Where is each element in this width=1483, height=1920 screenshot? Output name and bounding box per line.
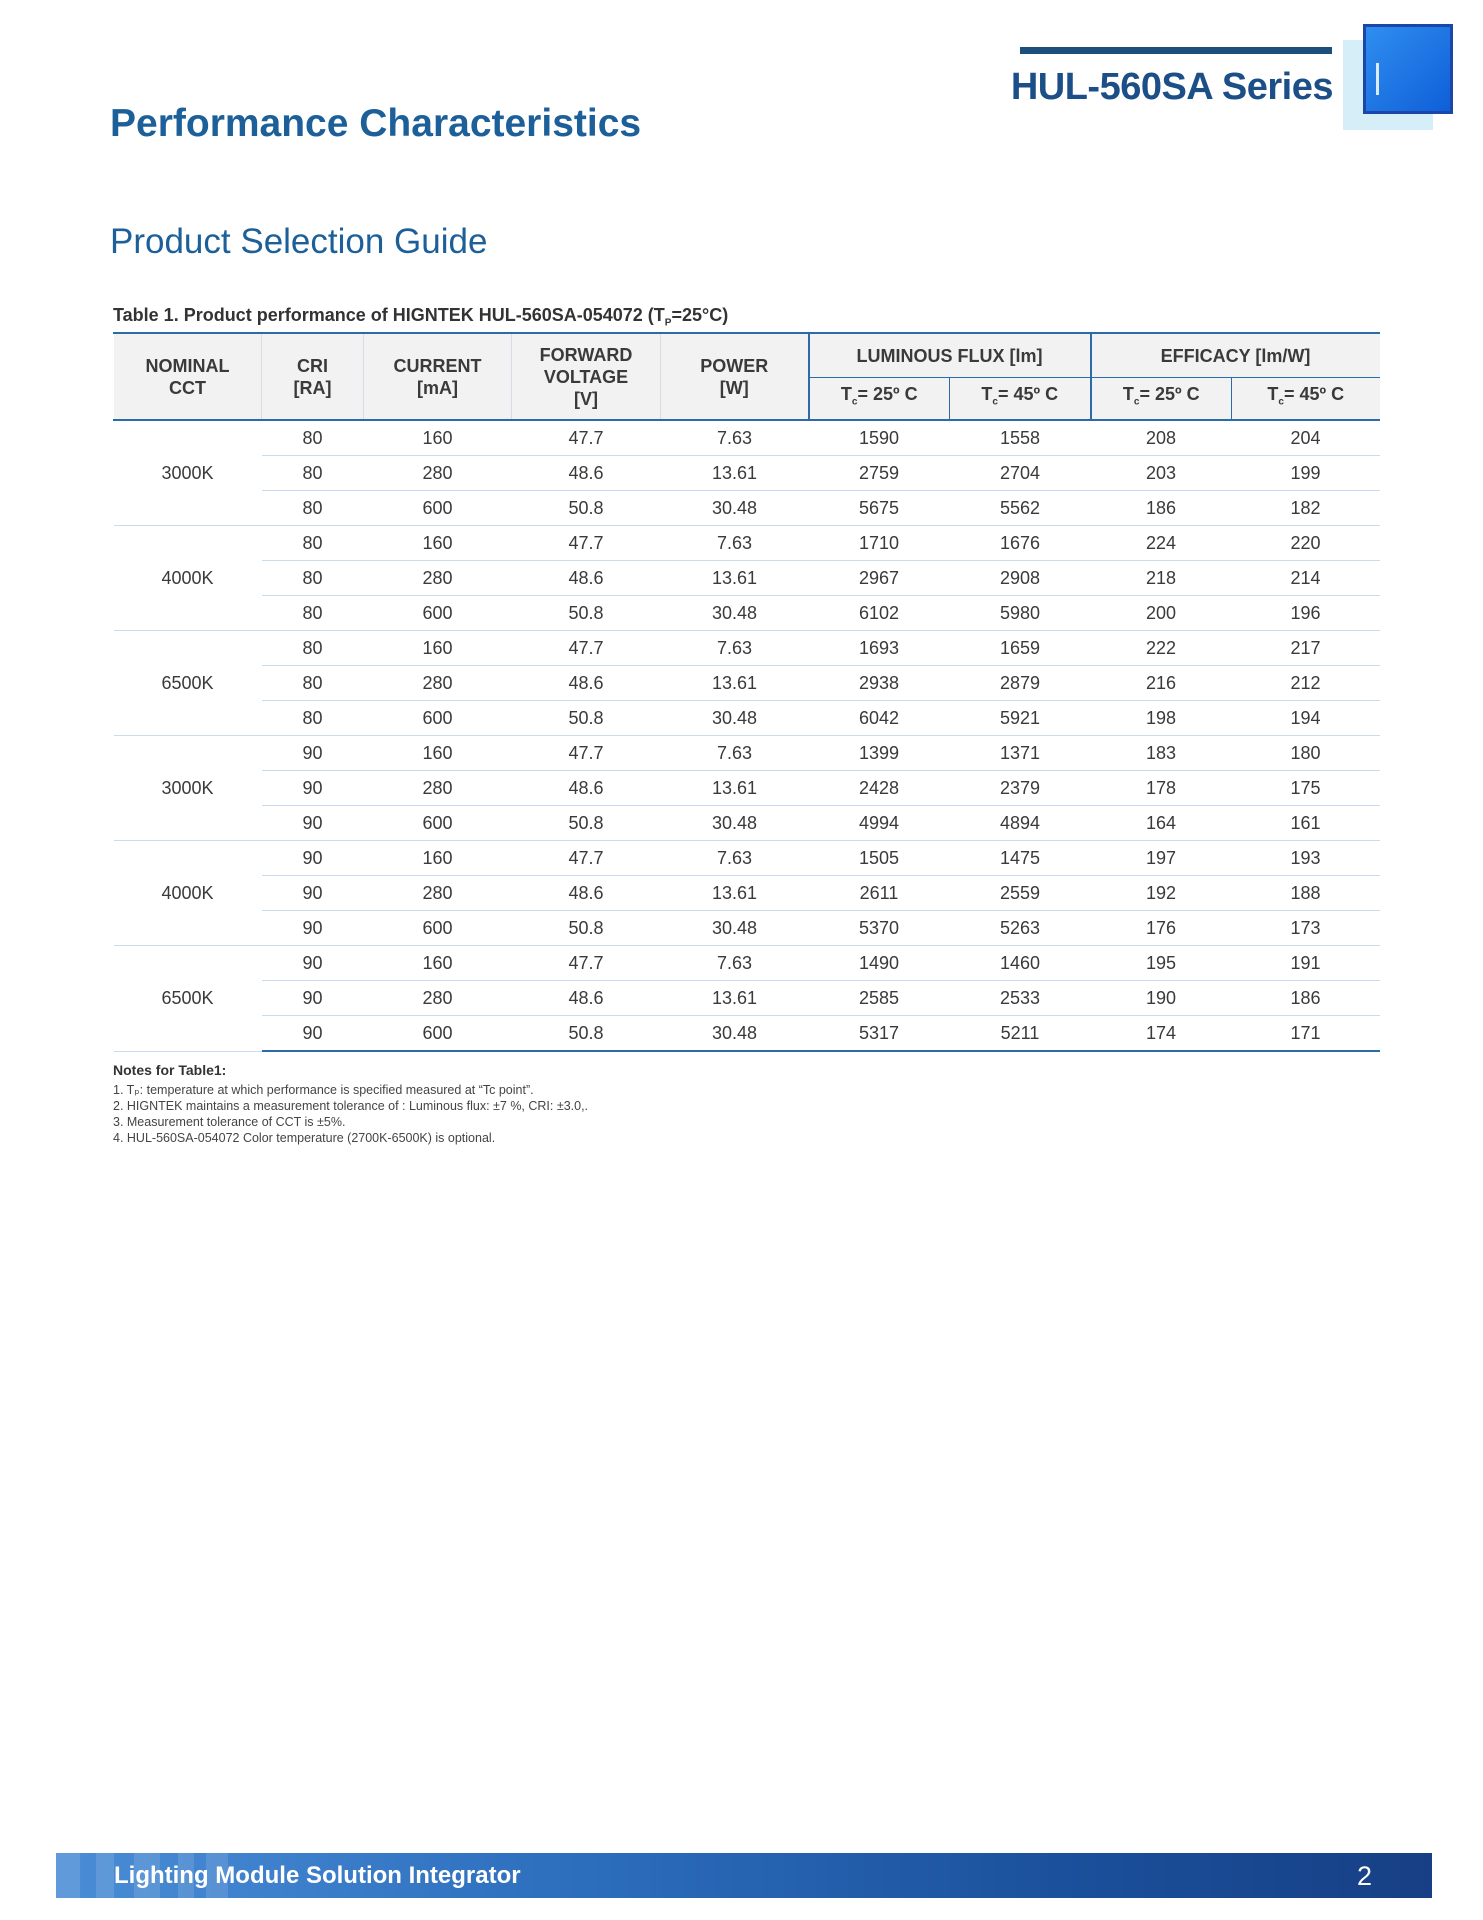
flux-25-cell: 1399 [809, 736, 950, 771]
efficacy-25-cell: 224 [1091, 526, 1232, 561]
flux-45-cell: 1460 [950, 946, 1091, 981]
table-row [114, 561, 1380, 596]
power-cell: 7.63 [661, 420, 809, 456]
flux-45-cell: 5562 [950, 491, 1091, 526]
power-cell: 7.63 [661, 736, 809, 771]
efficacy-25-cell: 208 [1091, 420, 1232, 456]
flux-25-cell: 5317 [809, 1016, 950, 1052]
cct-cell: 6500K [114, 946, 262, 1052]
efficacy-45-cell: 182 [1232, 491, 1380, 526]
current-cell: 280 [364, 561, 512, 596]
flux-45-cell: 4894 [950, 806, 1091, 841]
table-row [114, 876, 1380, 911]
header-luminous-flux: LUMINOUS FLUX [lm] [809, 333, 1091, 378]
efficacy-25-cell: 200 [1091, 596, 1232, 631]
voltage-cell: 47.7 [512, 631, 661, 666]
voltage-cell: 48.6 [512, 876, 661, 911]
notes-title: Notes for Table1: [113, 1062, 227, 1078]
power-cell: 7.63 [661, 946, 809, 981]
efficacy-45-cell: 173 [1232, 911, 1380, 946]
efficacy-25-cell: 222 [1091, 631, 1232, 666]
flux-25-cell: 1590 [809, 420, 950, 456]
table-row [114, 841, 1380, 876]
voltage-cell: 47.7 [512, 841, 661, 876]
flux-45-cell: 2559 [950, 876, 1091, 911]
performance-table [113, 332, 1380, 1052]
flux-45-cell: 5921 [950, 701, 1091, 736]
voltage-cell: 50.8 [512, 806, 661, 841]
cri-cell: 90 [262, 946, 364, 981]
efficacy-45-cell: 171 [1232, 1016, 1380, 1052]
efficacy-25-cell: 203 [1091, 456, 1232, 491]
efficacy-45-cell: 186 [1232, 981, 1380, 1016]
efficacy-45-cell: 193 [1232, 841, 1380, 876]
header-cri: CRI [RA] [262, 333, 364, 420]
efficacy-45-cell: 161 [1232, 806, 1380, 841]
power-cell: 30.48 [661, 1016, 809, 1052]
efficacy-25-cell: 197 [1091, 841, 1232, 876]
flux-25-cell: 4994 [809, 806, 950, 841]
flux-45-cell: 5263 [950, 911, 1091, 946]
flux-25-cell: 1505 [809, 841, 950, 876]
flux-25-cell: 2938 [809, 666, 950, 701]
header-nominal-cct: NOMINAL CCT [114, 333, 262, 420]
table-row [114, 491, 1380, 526]
header-flux-tc45: $T_c=$ 45º C [950, 378, 1091, 421]
cri-cell: 80 [262, 456, 364, 491]
current-cell: 280 [364, 981, 512, 1016]
flux-45-cell: 2879 [950, 666, 1091, 701]
cri-cell: 80 [262, 420, 364, 456]
brand-logo [1343, 24, 1469, 136]
voltage-cell: 50.8 [512, 1016, 661, 1052]
efficacy-25-cell: 174 [1091, 1016, 1232, 1052]
current-cell: 600 [364, 806, 512, 841]
voltage-cell: 47.7 [512, 526, 661, 561]
cri-cell: 90 [262, 911, 364, 946]
power-cell: 30.48 [661, 911, 809, 946]
power-cell: 13.61 [661, 876, 809, 911]
table-notes [113, 1062, 1313, 1146]
page-number: 2 [1356, 1861, 1372, 1891]
cri-cell: 90 [262, 876, 364, 911]
voltage-cell: 50.8 [512, 491, 661, 526]
current-cell: 160 [364, 841, 512, 876]
current-cell: 280 [364, 456, 512, 491]
flux-45-cell: 2379 [950, 771, 1091, 806]
efficacy-45-cell: 204 [1232, 420, 1380, 456]
table-row [114, 911, 1380, 946]
power-cell: 7.63 [661, 526, 809, 561]
cri-cell: 90 [262, 771, 364, 806]
table-caption: Table 1. Product performance of HIGNTEK HUL-560SA-054072 $(T_P=25^\circ C)$ [113, 305, 729, 329]
cri-cell: 80 [262, 561, 364, 596]
voltage-cell: 47.7 [512, 946, 661, 981]
cri-cell: 90 [262, 981, 364, 1016]
efficacy-25-cell: 164 [1091, 806, 1232, 841]
current-cell: 160 [364, 420, 512, 456]
flux-25-cell: 2967 [809, 561, 950, 596]
flux-25-cell: 2611 [809, 876, 950, 911]
table-row [114, 946, 1380, 981]
power-cell: 30.48 [661, 701, 809, 736]
flux-25-cell: 1490 [809, 946, 950, 981]
note-item: 1. Tₚ: temperature at which performance is specified measured at “Tc point”. [113, 1083, 534, 1097]
table-row [114, 736, 1380, 771]
table-row [114, 456, 1380, 491]
power-cell: 7.63 [661, 841, 809, 876]
power-cell: 13.61 [661, 561, 809, 596]
power-cell: 13.61 [661, 456, 809, 491]
note-item: 3. Measurement tolerance of CCT is ±5%. [113, 1115, 346, 1129]
flux-45-cell: 5211 [950, 1016, 1091, 1052]
voltage-cell: 48.6 [512, 666, 661, 701]
efficacy-25-cell: 190 [1091, 981, 1232, 1016]
flux-25-cell: 5370 [809, 911, 950, 946]
cri-cell: 90 [262, 806, 364, 841]
current-cell: 600 [364, 491, 512, 526]
current-cell: 160 [364, 631, 512, 666]
efficacy-45-cell: 194 [1232, 701, 1380, 736]
current-cell: 600 [364, 596, 512, 631]
cri-cell: 90 [262, 1016, 364, 1052]
series-title: HUL-560SA Series [1010, 66, 1333, 108]
flux-25-cell: 6042 [809, 701, 950, 736]
voltage-cell: 50.8 [512, 911, 661, 946]
table-row [114, 1016, 1380, 1052]
efficacy-45-cell: 191 [1232, 946, 1380, 981]
efficacy-45-cell: 220 [1232, 526, 1380, 561]
flux-45-cell: 1558 [950, 420, 1091, 456]
current-cell: 280 [364, 666, 512, 701]
current-cell: 160 [364, 946, 512, 981]
cri-cell: 90 [262, 841, 364, 876]
cct-cell: 4000K [114, 841, 262, 946]
flux-45-cell: 1475 [950, 841, 1091, 876]
current-cell: 600 [364, 911, 512, 946]
efficacy-25-cell: 192 [1091, 876, 1232, 911]
efficacy-45-cell: 175 [1232, 771, 1380, 806]
cct-cell: 3000K [114, 736, 262, 841]
note-item: 2. HIGNTEK maintains a measurement tolerance of : Luminous flux: ±7 %, CRI: ±3.0,. [113, 1099, 589, 1113]
current-cell: 280 [364, 771, 512, 806]
power-cell: 7.63 [661, 631, 809, 666]
cri-cell: 80 [262, 491, 364, 526]
flux-25-cell: 1693 [809, 631, 950, 666]
flux-45-cell: 1371 [950, 736, 1091, 771]
header-power: POWER [W] [661, 333, 809, 420]
current-cell: 600 [364, 1016, 512, 1052]
flux-25-cell: 2428 [809, 771, 950, 806]
header-efficacy-tc25: $T_c=$ 25º C [1091, 378, 1232, 421]
header-rule [1020, 47, 1332, 54]
flux-25-cell: 1710 [809, 526, 950, 561]
power-cell: 13.61 [661, 981, 809, 1016]
power-cell: 30.48 [661, 596, 809, 631]
current-cell: 600 [364, 701, 512, 736]
footer-tagline: Lighting Module Solution Integrator [114, 1862, 521, 1889]
flux-45-cell: 1676 [950, 526, 1091, 561]
header-efficacy: EFFICACY [lm/W] [1091, 333, 1380, 378]
efficacy-25-cell: 198 [1091, 701, 1232, 736]
efficacy-45-cell: 217 [1232, 631, 1380, 666]
voltage-cell: 47.7 [512, 736, 661, 771]
cri-cell: 80 [262, 526, 364, 561]
current-cell: 280 [364, 876, 512, 911]
logo-front-square [1363, 24, 1453, 114]
flux-25-cell: 2585 [809, 981, 950, 1016]
efficacy-45-cell: 188 [1232, 876, 1380, 911]
power-cell: 30.48 [661, 491, 809, 526]
efficacy-45-cell: 199 [1232, 456, 1380, 491]
flux-25-cell: 2759 [809, 456, 950, 491]
efficacy-25-cell: 195 [1091, 946, 1232, 981]
cct-cell: 6500K [114, 631, 262, 736]
efficacy-25-cell: 218 [1091, 561, 1232, 596]
header-forward-voltage: FORWARD VOLTAGE [V] [512, 333, 661, 420]
current-cell: 160 [364, 526, 512, 561]
table-row [114, 806, 1380, 841]
flux-45-cell: 2533 [950, 981, 1091, 1016]
flux-45-cell: 2704 [950, 456, 1091, 491]
voltage-cell: 50.8 [512, 596, 661, 631]
voltage-cell: 48.6 [512, 561, 661, 596]
table-row [114, 526, 1380, 561]
efficacy-45-cell: 196 [1232, 596, 1380, 631]
efficacy-25-cell: 186 [1091, 491, 1232, 526]
voltage-cell: 48.6 [512, 981, 661, 1016]
power-cell: 30.48 [661, 806, 809, 841]
header-current: CURRENT [mA] [364, 333, 512, 420]
current-cell: 160 [364, 736, 512, 771]
note-item: 4. HUL-560SA-054072 Color temperature (2700K-6500K) is optional. [113, 1131, 496, 1145]
logo-mark [1376, 63, 1379, 95]
voltage-cell: 48.6 [512, 456, 661, 491]
voltage-cell: 48.6 [512, 771, 661, 806]
efficacy-45-cell: 214 [1232, 561, 1380, 596]
flux-25-cell: 5675 [809, 491, 950, 526]
header-flux-tc25: $T_c=$ 25º C [809, 378, 950, 421]
header-efficacy-tc45: $T_c=$ 45º C [1232, 378, 1380, 421]
table-row [114, 631, 1380, 666]
section-title: Product Selection Guide [110, 222, 488, 261]
efficacy-45-cell: 212 [1232, 666, 1380, 701]
efficacy-25-cell: 176 [1091, 911, 1232, 946]
table-row [114, 420, 1380, 456]
page-title: Performance Characteristics [110, 102, 642, 145]
cct-cell: 3000K [114, 420, 262, 526]
table-body [114, 420, 1380, 1051]
table-row [114, 596, 1380, 631]
cct-cell: 4000K [114, 526, 262, 631]
power-cell: 13.61 [661, 771, 809, 806]
flux-45-cell: 2908 [950, 561, 1091, 596]
flux-45-cell: 1659 [950, 631, 1091, 666]
cri-cell: 80 [262, 666, 364, 701]
flux-25-cell: 6102 [809, 596, 950, 631]
cri-cell: 80 [262, 701, 364, 736]
table-row [114, 666, 1380, 701]
efficacy-25-cell: 216 [1091, 666, 1232, 701]
efficacy-25-cell: 183 [1091, 736, 1232, 771]
voltage-cell: 47.7 [512, 420, 661, 456]
efficacy-45-cell: 180 [1232, 736, 1380, 771]
flux-45-cell: 5980 [950, 596, 1091, 631]
table-row [114, 771, 1380, 806]
efficacy-25-cell: 178 [1091, 771, 1232, 806]
table-row [114, 981, 1380, 1016]
page-footer [56, 1853, 1432, 1898]
power-cell: 13.61 [661, 666, 809, 701]
cri-cell: 80 [262, 631, 364, 666]
table-row [114, 701, 1380, 736]
voltage-cell: 50.8 [512, 701, 661, 736]
cri-cell: 80 [262, 596, 364, 631]
cri-cell: 90 [262, 736, 364, 771]
